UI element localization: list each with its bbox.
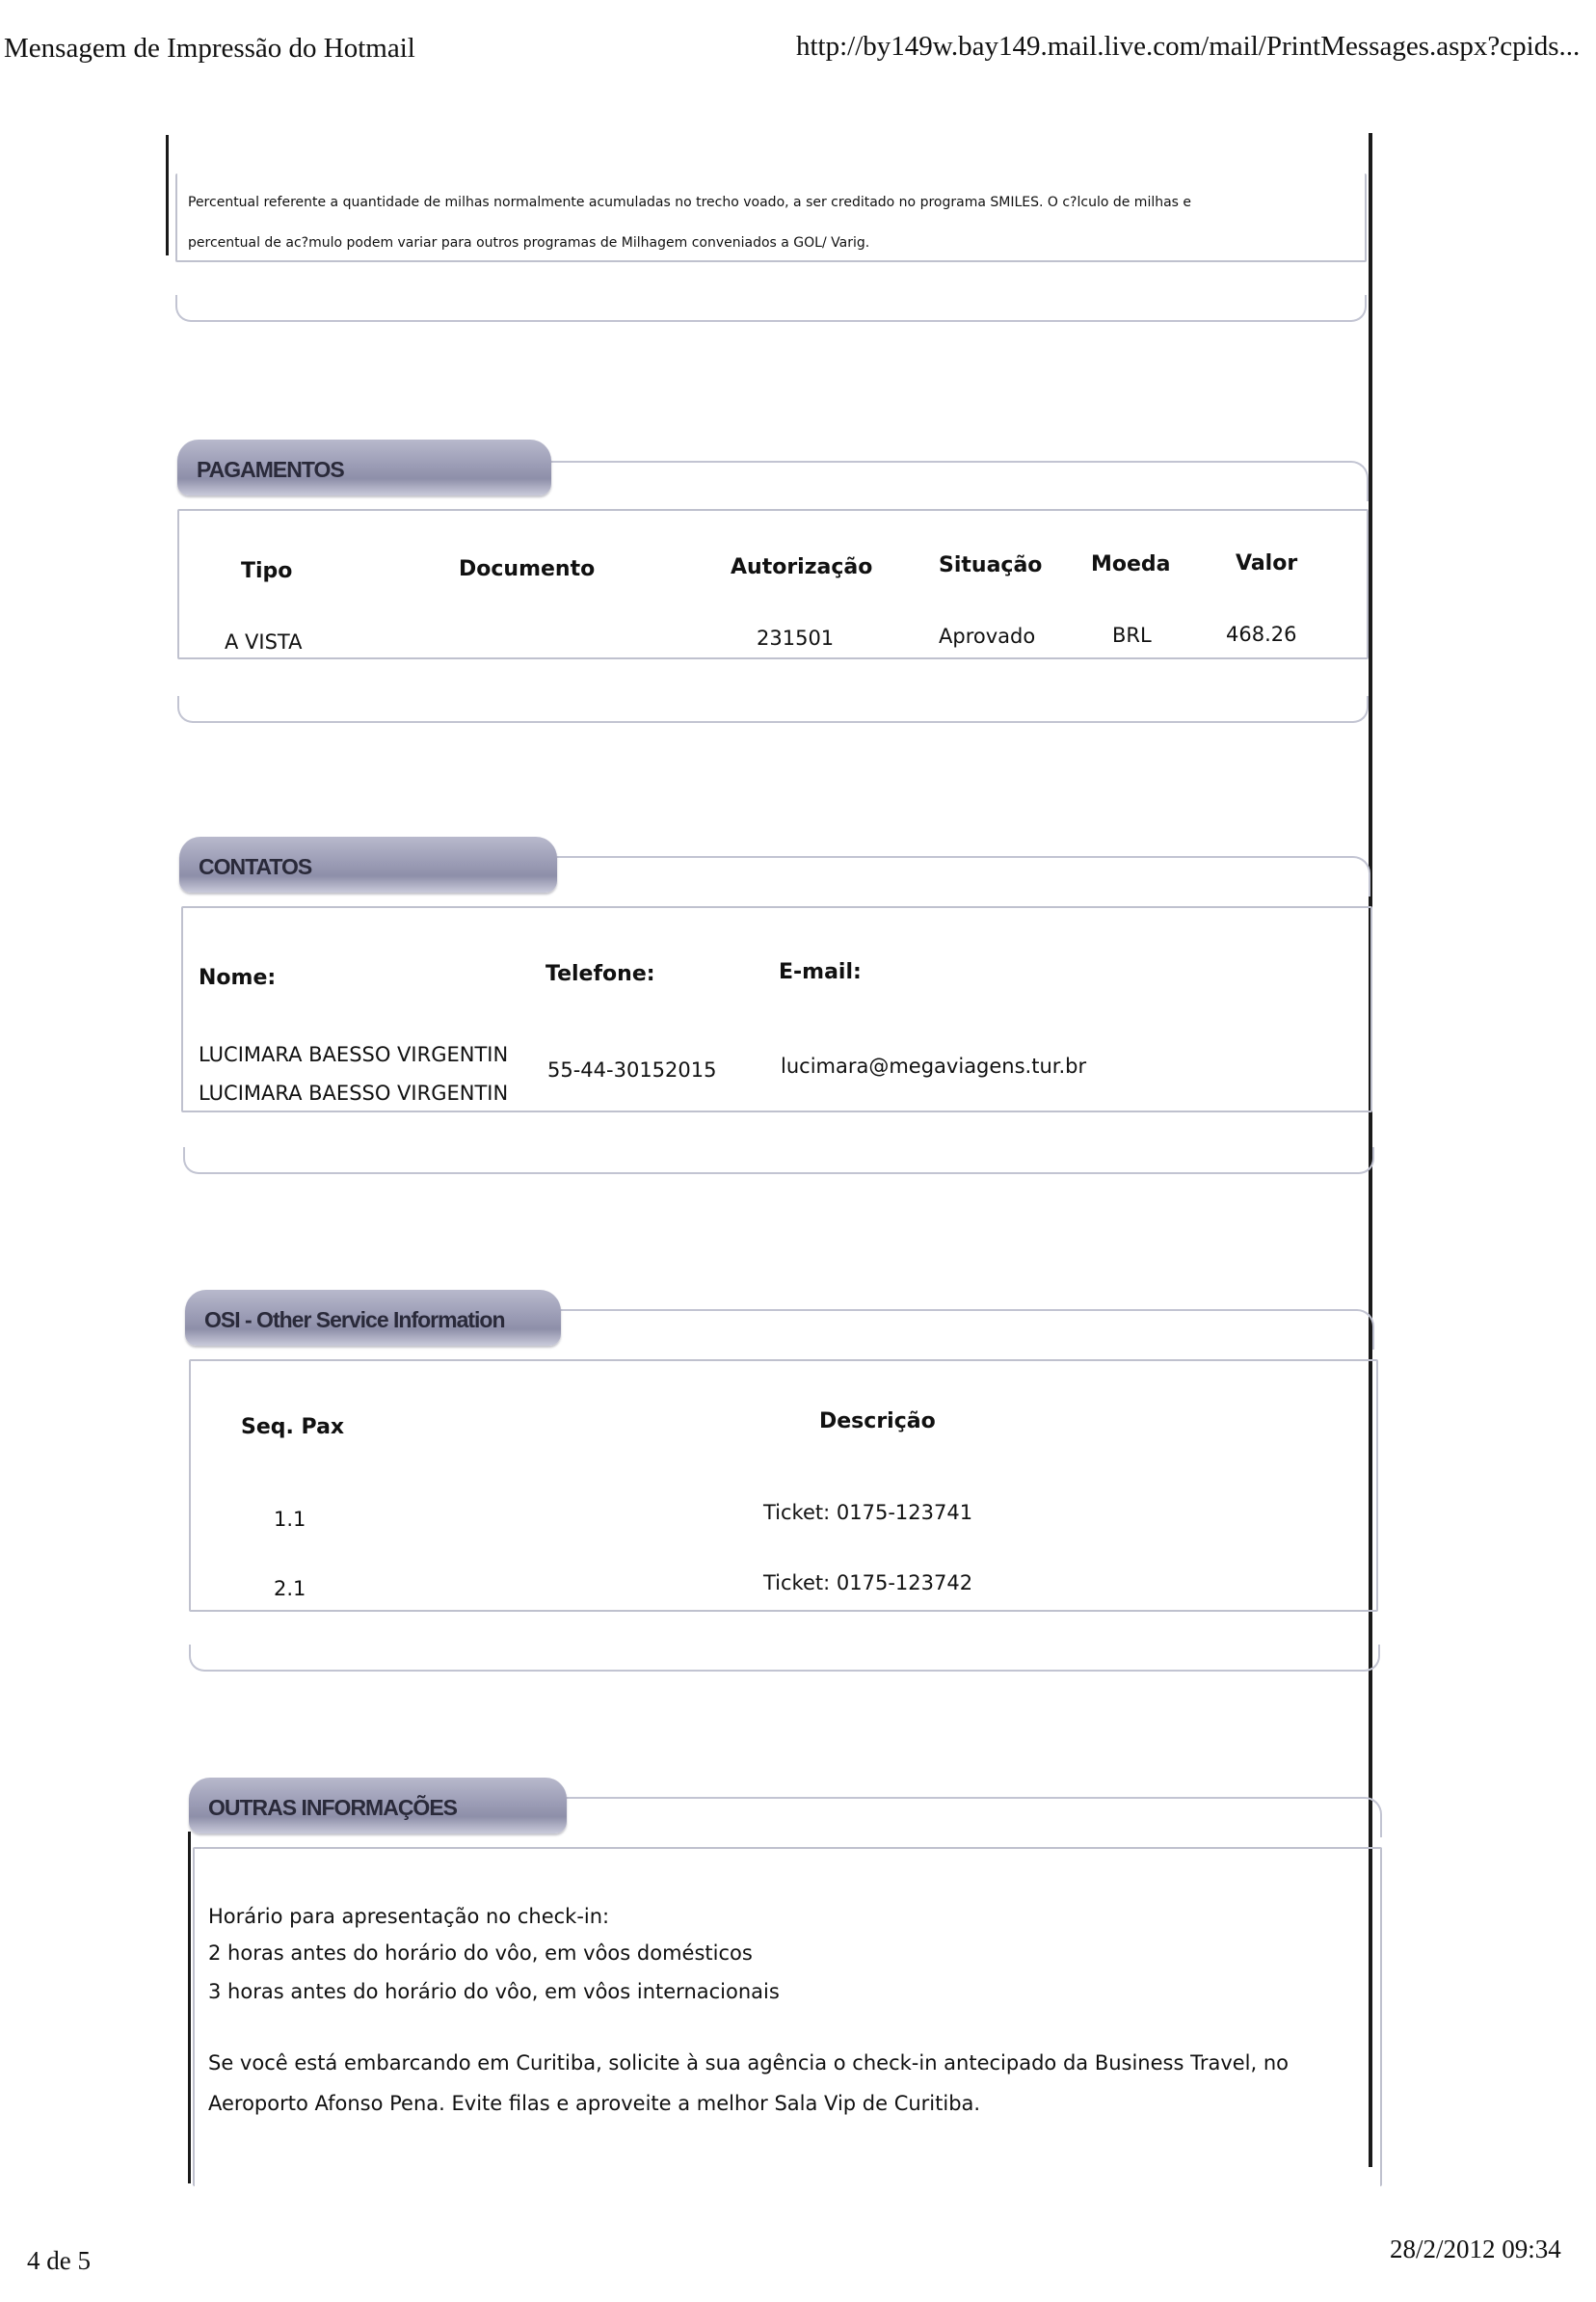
contatos-telefone: 55-44-30152015 [547, 1058, 717, 1082]
contatos-header-telefone: Telefone: [545, 962, 655, 986]
osi-header-seq: Seq. Pax [241, 1415, 345, 1439]
outras-title: OUTRAS INFORMAÇÕES [208, 1795, 457, 1820]
osi-row-1-descricao: Ticket: 0175-123741 [763, 1501, 973, 1524]
osi-tab [185, 1290, 561, 1346]
contatos-name-1: LUCIMARA BAESSO VIRGENTIN [199, 1043, 509, 1066]
outras-tab [189, 1778, 567, 1834]
print-title: Mensagem de Impressão do Hotmail [4, 33, 415, 64]
pagamentos-bottom-curve [177, 696, 1369, 723]
osi-row-1-seq: 1.1 [274, 1508, 306, 1531]
pagamentos-header-moeda: Moeda [1091, 552, 1171, 576]
osi-bottom-curve [189, 1645, 1380, 1672]
osi-row-2-seq: 2.1 [274, 1577, 306, 1600]
pagamentos-title: PAGAMENTOS [197, 457, 344, 482]
outras-checkin-line-1: Horário para apresentação no check-in: [208, 1905, 610, 1928]
pagamentos-header-tipo: Tipo [241, 559, 293, 583]
miles-note-line-1: Percentual referente a quantidade de milhas normalmente acumuladas no trecho voado, a ser creditado no programa SMILES. O c?lculo de milhas e [188, 195, 1192, 210]
print-url: http://by149w.bay149.mail.live.com/mail/PrintMessages.aspx?cpids... [796, 31, 1581, 62]
pagamentos-cell-moeda: BRL [1112, 624, 1152, 647]
pagamentos-cell-autorizacao: 231501 [757, 627, 835, 650]
print-datetime: 28/2/2012 09:34 [1390, 2235, 1561, 2263]
pagamentos-header-documento: Documento [459, 557, 596, 581]
contatos-top-curve [545, 856, 1370, 897]
pagamentos-tab [177, 440, 551, 495]
osi-header-descricao: Descrição [819, 1409, 936, 1433]
osi-row-2-descricao: Ticket: 0175-123742 [763, 1571, 973, 1594]
contatos-header-email: E-mail: [779, 960, 862, 984]
pagamentos-cell-situacao: Aprovado [939, 625, 1036, 648]
contatos-name-2: LUCIMARA BAESSO VIRGENTIN [199, 1082, 509, 1105]
pagamentos-cell-tipo: A VISTA [225, 630, 303, 654]
contatos-tab [179, 837, 557, 893]
pagamentos-header-situacao: Situação [939, 553, 1043, 577]
miles-note-line-2: percentual de ac?mulo podem variar para outros programas de Milhagem conveniados a GOL/ Varig. [188, 235, 870, 251]
page-number: 4 de 5 [27, 2246, 91, 2275]
contatos-bottom-curve [183, 1147, 1374, 1174]
outras-top-curve [555, 1797, 1382, 1837]
outras-curitiba-line-2: Aeroporto Afonso Pena. Evite filas e aproveite a melhor Sala Vip de Curitiba. [208, 2092, 981, 2115]
outras-checkin-line-2: 2 horas antes do horário do vôo, em vôos domésticos [208, 1941, 753, 1965]
pagamentos-header-autorizacao: Autorização [731, 555, 873, 579]
miles-note-bottom-curve [175, 295, 1367, 322]
outras-checkin-line-3: 3 horas antes do horário do vôo, em vôos internacionais [208, 1980, 780, 2003]
frame-left-border [166, 135, 169, 255]
pagamentos-header-valor: Valor [1236, 551, 1298, 576]
pagamentos-top-curve [540, 461, 1369, 501]
outras-curitiba-line-1: Se você está embarcando em Curitiba, solicite à sua agência o check-in antecipado da Business Travel, no [208, 2051, 1290, 2074]
contatos-email: lucimara@megaviagens.tur.br [781, 1055, 1087, 1078]
pagamentos-cell-valor: 468.26 [1226, 623, 1297, 646]
contatos-title: CONTATOS [199, 854, 312, 879]
osi-top-curve [549, 1309, 1374, 1350]
osi-title: OSI - Other Service Information [204, 1307, 505, 1332]
outras-box [193, 1847, 1382, 2186]
contatos-header-nome: Nome: [199, 966, 277, 990]
frame-left-border-lower [188, 1832, 191, 2183]
